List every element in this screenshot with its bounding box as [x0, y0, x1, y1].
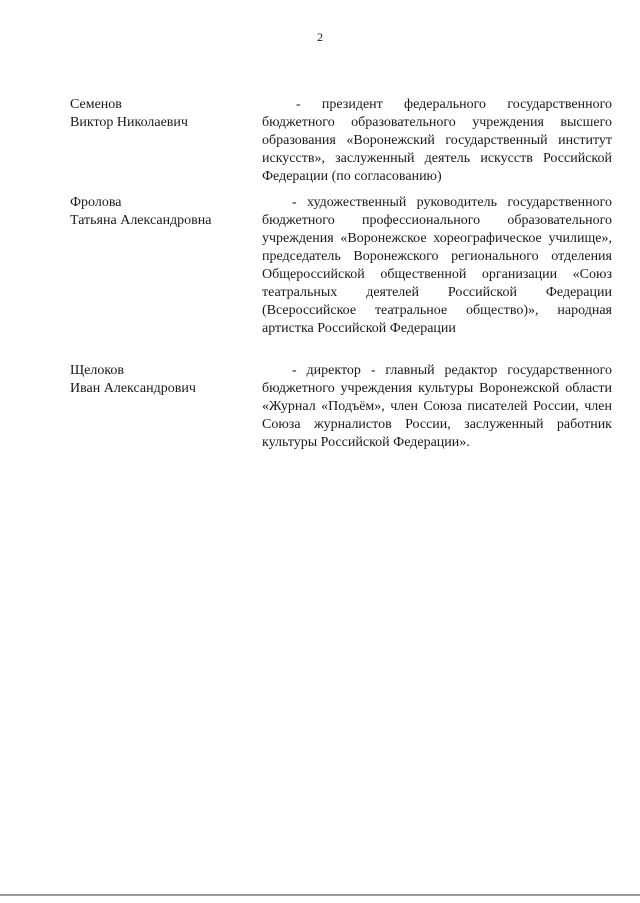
member-description: - президент федерального государственного бюджетного образовательного учреждения высшего образования «Воронежский государственный институт искусств», заслуженный деятель искусств Российской Федерации (по согласованию) [262, 97, 612, 184]
member-name [70, 194, 240, 230]
member-surname: Фролова [70, 195, 122, 210]
member-given-names: Татьяна Александровна [70, 213, 212, 228]
member-description: - директор - главный редактор государственного бюджетного учреждения культуры Воронежской области «Журнал «Подъём», член Союза писателей России, член Союза журналистов России, заслуженный работник культуры Российской Федерации». [262, 363, 612, 450]
member-surname: Семенов [70, 97, 122, 112]
member-surname: Щелоков [70, 363, 125, 378]
member-description: - художественный руководитель государственного бюджетного профессионального образовательного учреждения «Воронежское хореографическое училище», председатель Воронежского регионального отделения Общероссийской общественной организации «Союз театральных деятелей Российской Федерации (Всероссийское театральное общество)», народная артистка Российской Федерации [262, 195, 612, 336]
page-number: 2 [317, 30, 323, 44]
page-bottom-edge [0, 894, 640, 896]
member-given-names: Виктор Николаевич [70, 115, 188, 130]
member-name [70, 96, 240, 132]
member-name [70, 362, 240, 398]
member-given-names: Иван Александрович [70, 381, 196, 396]
